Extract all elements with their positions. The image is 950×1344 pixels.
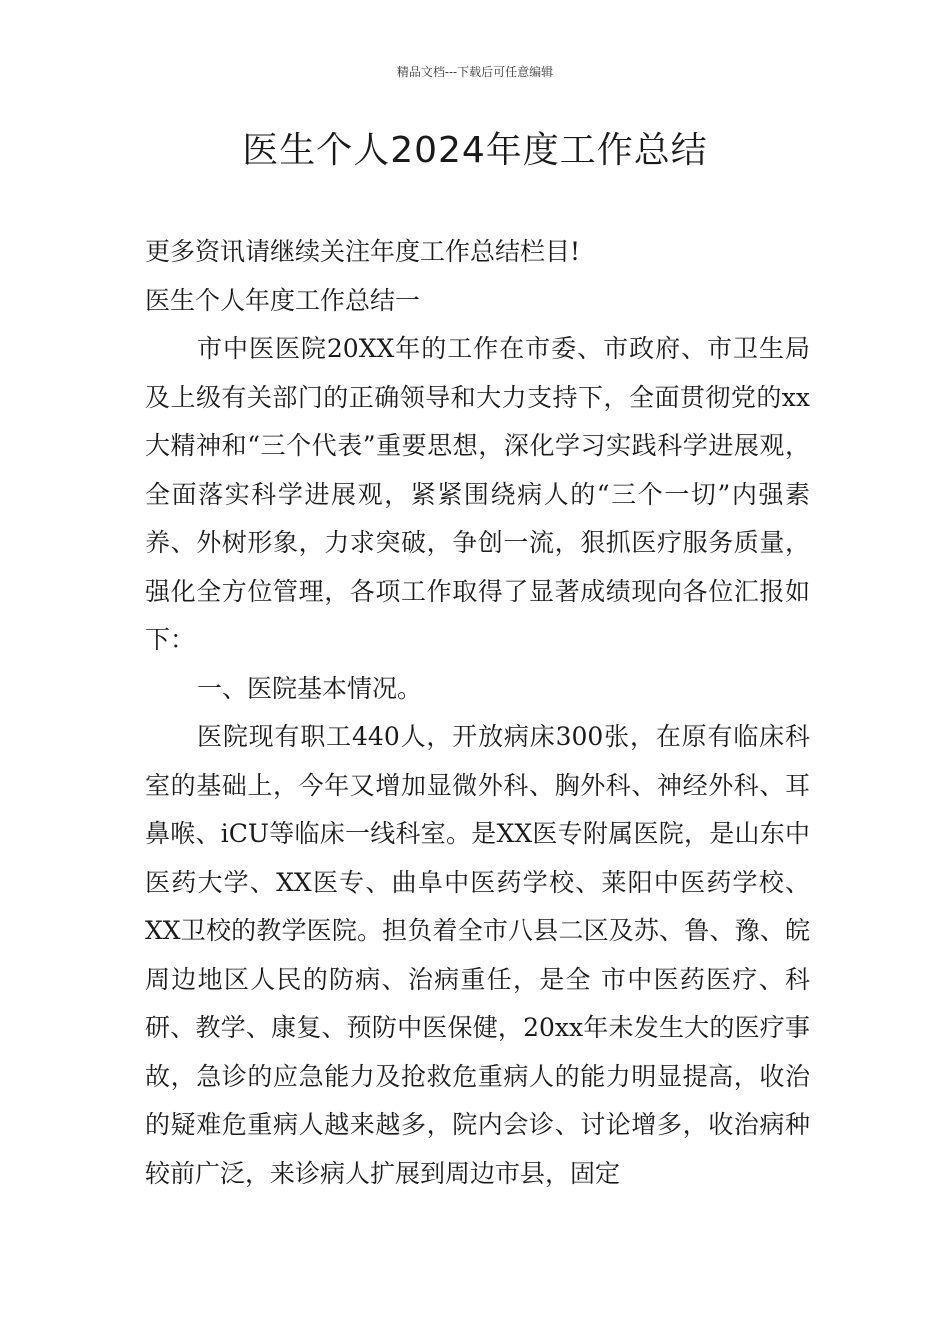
- paragraph: 市中医医院20XX年的工作在市委、市政府、市卫生局及上级有关部门的正确领导和大力支持下，全面贯彻党的xx大精神和“三个代表”重要思想，深化学习实践科学进展观，全面落实科学进展观，紧紧围绕病人的“三个一切”内强素养、外树形象，力求突破，争创一流，狠抓医疗服务质量，强化全方位管理，各项工作取得了显著成绩现向各位汇报如下：: [145, 334, 810, 654]
- intro-line: 更多资讯请继续关注年度工作总结栏目!: [145, 237, 581, 266]
- paragraph: 医院现有职工440人，开放病床300张，在原有临床科室的基础上，今年又增加显微外科、胸外科、神经外科、耳鼻喉、iCU等临床一线科室。是XX医专附属医院，是山东中医药大学、XX医专、曲阜中医药学校、莱阳中医药学校、XX卫校的教学医院。担负着全市八县二区及苏、鲁、豫、皖周边地区人民的防病、治病重任，是全 市中医药医疗、科研、教学、康复、预防中医保健，20xx年未发生大的医疗事故，急诊的应急能力及抢救危重病人的能力明显提高，收治的疑难危重病人越来越多，院内会诊、讨论增多，收治病种较前广泛，来诊病人扩展到周边市县，固定: [145, 722, 810, 1188]
- header-note: 精品文档---下载后可任意编辑: [396, 65, 554, 79]
- section-heading: 医生个人年度工作总结一: [145, 285, 421, 315]
- document-body: [145, 228, 810, 1198]
- subsection-heading: 一、医院基本情况。: [197, 673, 423, 703]
- document-title: 医生个人2024年度工作总结: [242, 130, 708, 171]
